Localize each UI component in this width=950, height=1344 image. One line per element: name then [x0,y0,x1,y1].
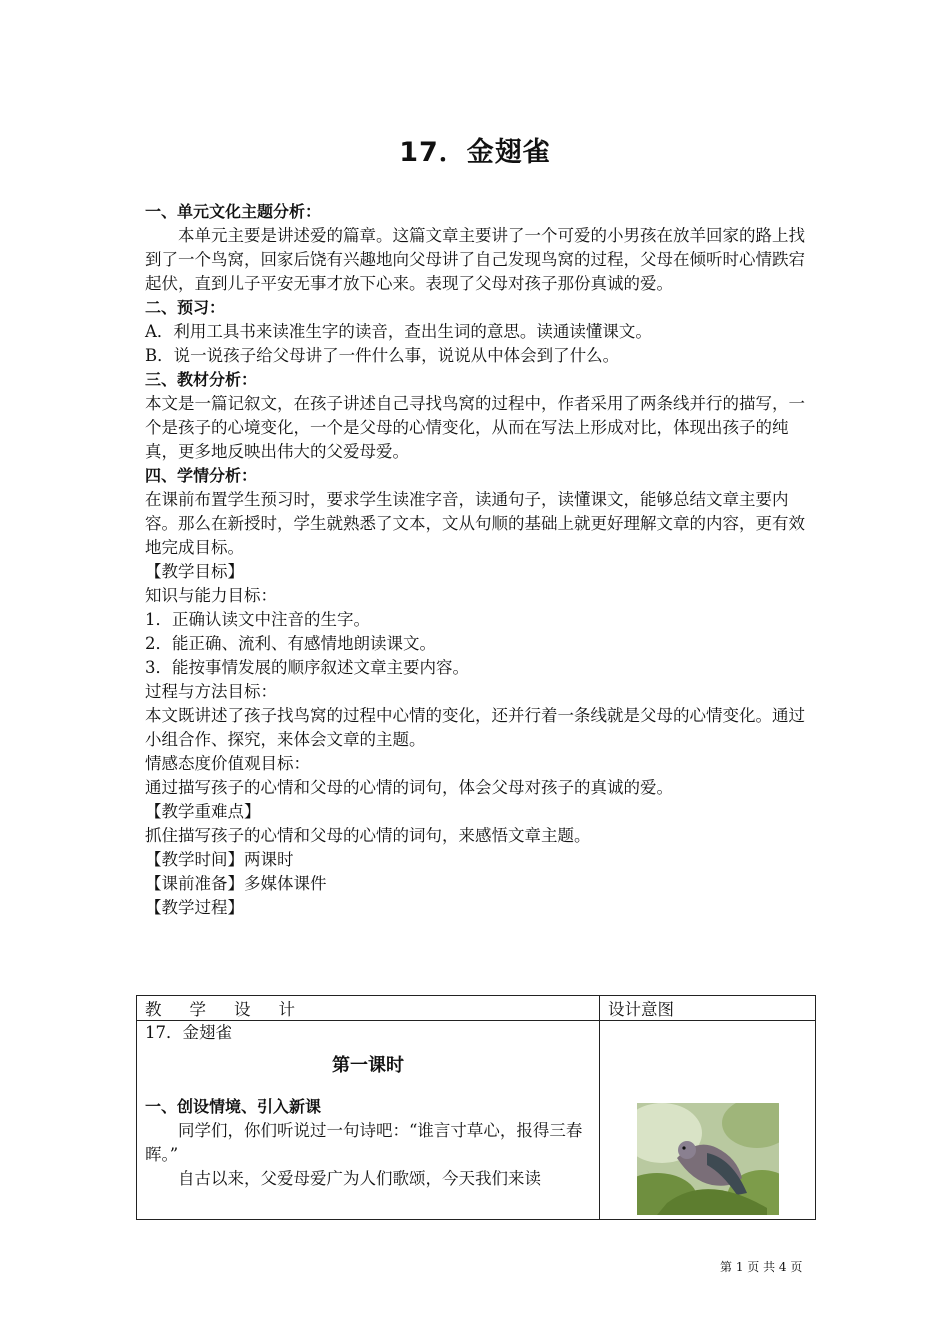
section-text-textbook: 本文是一篇记叙文，在孩子讲述自己寻找鸟窝的过程中，作者采用了两条线并行的描写，一个是孩子的心境变化，一个是父母的心情变化，从而在写法上形成对比，体现出孩子的纯真，更多地反映出伟大的父爱母爱。 [145,394,805,461]
knowledge-goals-heading: 知识与能力目标： [145,586,277,605]
process-heading: 【教学过程】 [145,898,244,917]
step-paragraph-2: 自古以来，父爱母爱广为人们歌颂，今天我们来读 [178,1169,541,1188]
page-number: 第 1 页 共 4 页 [720,1260,803,1274]
table-header-intent: 设计意图 [600,996,816,1021]
section-text-students: 在课前布置学生预习时，要求学生读准字音，读通句子，读懂课文，能够总结文章主要内容。那么在新授时，学生就熟悉了文本，文从句顺的基础上就更好理解文章的内容，更有效地完成目标。 [145,490,805,557]
lesson-period: 第一课时 [332,1055,404,1076]
section-heading-students: 四、学情分析： [145,466,258,485]
keypoints-text: 抓住描写孩子的心情和父母的心情的词句，来感悟文章主题。 [145,826,591,845]
lesson-design-table [136,995,816,1220]
knowledge-goal-3: 3．能按事情发展的顺序叙述文章主要内容。 [145,658,469,677]
document-title: 17．金翅雀 [399,137,551,168]
emotion-goals-heading: 情感态度价值观目标： [145,754,310,773]
document-body [145,200,817,920]
preview-item-b: B．说一说孩子给父母讲了一件什么事，说说从中体会到了什么。 [145,346,620,365]
lesson-content-cell [137,1021,600,1220]
step-heading: 一、创设情境、引入新课 [145,1097,322,1116]
section-heading-theme: 一、单元文化主题分析： [145,202,322,221]
table-header-design: 教学设计 [137,996,600,1021]
goals-heading: 【教学目标】 [145,562,244,581]
section-heading-preview: 二、预习： [145,298,226,317]
process-goals-text-2: 小组合作、探究，来体会文章的主题。 [145,730,426,749]
lesson-title: 17．金翅雀 [145,1023,232,1042]
step-paragraph-1: 同学们，你们听说过一句诗吧：“谁言寸草心，报得三春晖。” [145,1121,583,1164]
teaching-time: 【教学时间】两课时 [145,850,294,869]
intent-cell [600,1021,816,1220]
section-heading-textbook: 三、教材分析： [145,370,258,389]
preview-item-a: A．利用工具书来读准生字的读音，查出生词的意思。读通读懂课文。 [145,322,652,341]
process-goals-heading: 过程与方法目标： [145,682,277,701]
emotion-goals-text: 通过描写孩子的心情和父母的心情的词句，体会父母对孩子的真诚的爱。 [145,778,673,797]
bird-photo [637,1103,779,1215]
preparation: 【课前准备】多媒体课件 [145,874,327,893]
process-goals-text-1: 本文既讲述了孩子找鸟窝的过程中心情的变化，还并行着一条线就是父母的心情变化。通过 [145,706,805,725]
knowledge-goal-2: 2．能正确、流利、有感情地朗读课文。 [145,634,436,653]
knowledge-goal-1: 1．正确认读文中注音的生字。 [145,610,370,629]
section-text-theme: 本单元主要是讲述爱的篇章。这篇文章主要讲了一个可爱的小男孩在放羊回家的路上找到了一个鸟窝，回家后饶有兴趣地向父母讲了自己发现鸟窝的过程，父母在倾听时心情跌宕起伏，直到儿子平安无事才放下心来。表现了父母对孩子那份真诚的爱。 [145,226,805,293]
keypoints-heading: 【教学重难点】 [145,802,261,821]
